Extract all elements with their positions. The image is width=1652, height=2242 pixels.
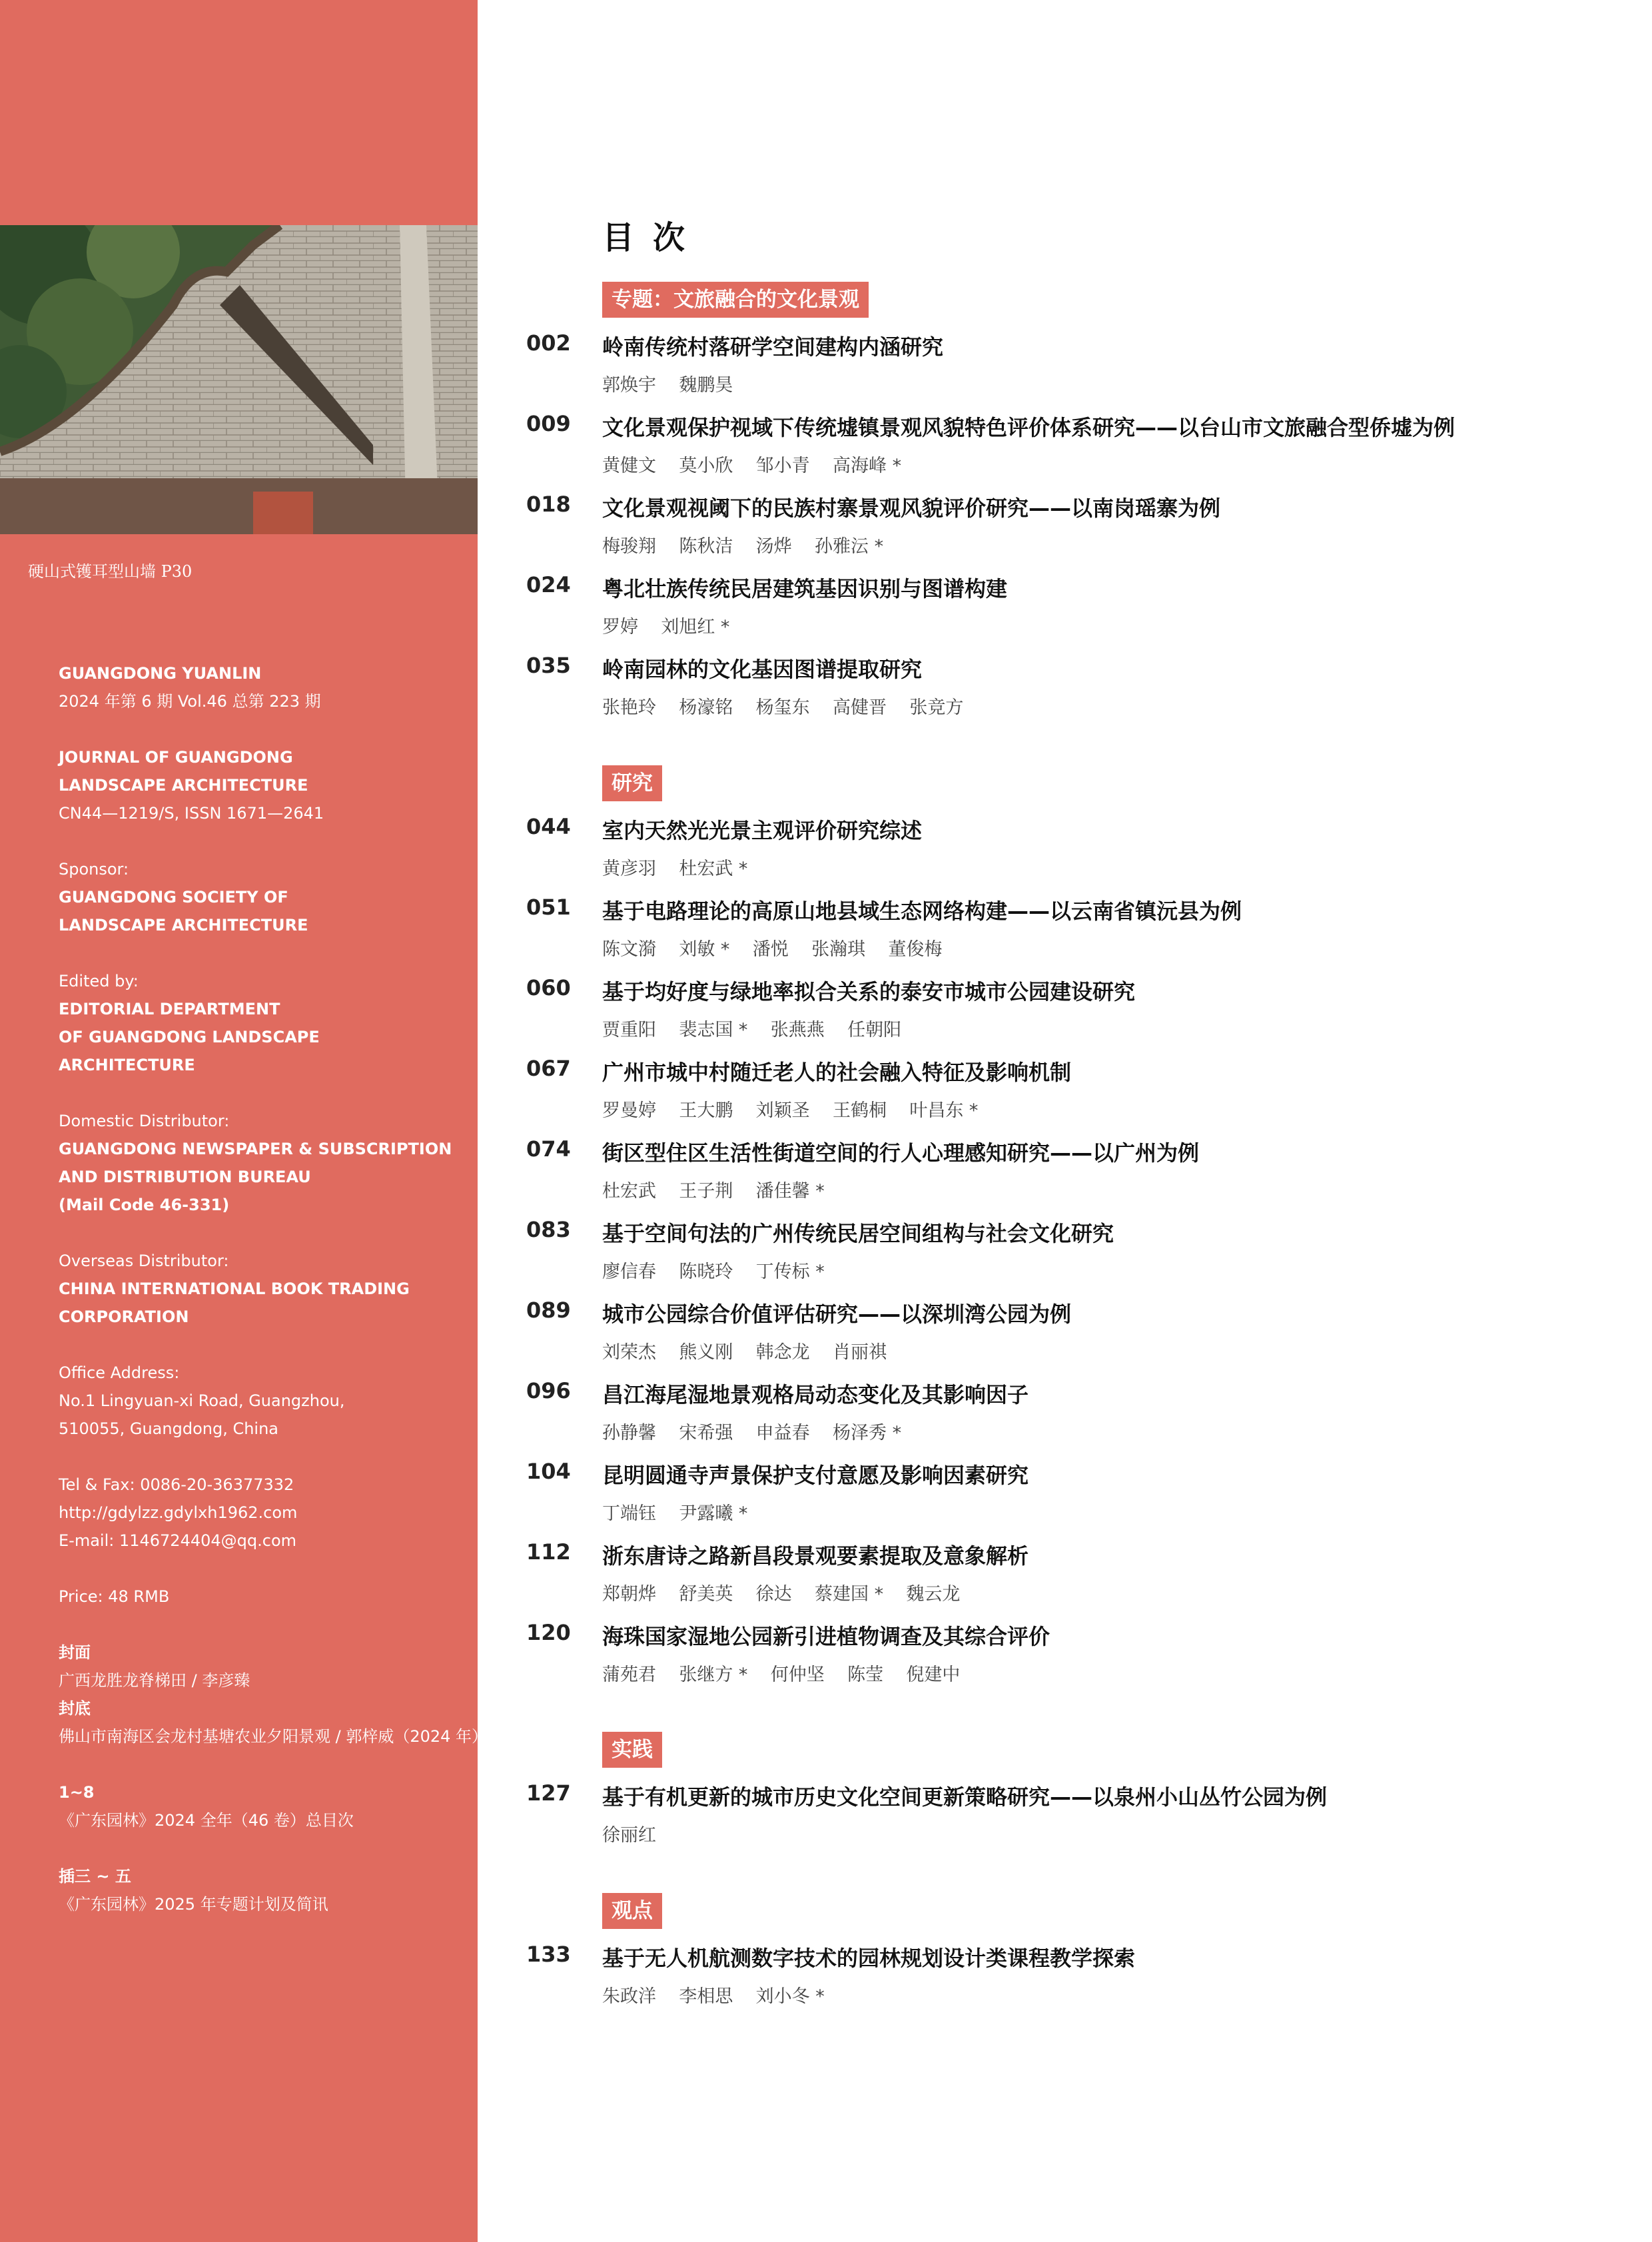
entry-page-number: 035 bbox=[526, 653, 571, 678]
email-link[interactable]: E-mail: 1146724404@qq.com bbox=[59, 1531, 297, 1550]
section-header: 观点 bbox=[602, 1893, 662, 1929]
edited-line-1: EDITORIAL DEPARTMENT bbox=[59, 1000, 280, 1018]
entry-authors: 朱政洋 李相思 刘小冬 * bbox=[602, 1986, 825, 2007]
domestic-label: Domestic Distributor: bbox=[59, 1112, 230, 1130]
entry-authors: 丁端钰 尹露曦 * bbox=[602, 1503, 748, 1524]
entry-title[interactable]: 浙东唐诗之路新昌段景观要素提取及意象解析 bbox=[602, 1543, 1029, 1569]
entry-title[interactable]: 广州市城中村随迁老人的社会融入特征及影响机制 bbox=[602, 1060, 1072, 1085]
cover-text: 广西龙胜龙脊梯田 / 李彦臻 bbox=[59, 1671, 250, 1690]
entry-page-number: 096 bbox=[526, 1378, 571, 1403]
photo-caption: 硬山式镬耳型山墙 P30 bbox=[28, 562, 193, 581]
entry-authors: 廖信春 陈晓玲 丁传标 * bbox=[602, 1262, 825, 1282]
sponsor-line-1: GUANGDONG SOCIETY OF bbox=[59, 888, 288, 907]
edited-line-2: OF GUANGDONG LANDSCAPE bbox=[59, 1028, 320, 1046]
entry-page-number: 009 bbox=[526, 411, 571, 436]
entry-title[interactable]: 室内天然光光景主观评价研究综述 bbox=[602, 818, 923, 843]
entry-page-number: 089 bbox=[526, 1298, 571, 1323]
entry-authors: 陈文漪 刘敏 * 潘悦 张瀚琪 董俊梅 bbox=[602, 939, 943, 960]
entry-authors: 刘荣杰 熊义刚 韩念龙 肖丽祺 bbox=[602, 1342, 887, 1363]
entry-page-number: 104 bbox=[526, 1459, 571, 1484]
entry-title[interactable]: 基于均好度与绿地率拟合关系的泰安市城市公园建设研究 bbox=[602, 979, 1136, 1004]
entry-page-number: 002 bbox=[526, 330, 571, 356]
journal-name: GUANGDONG YUANLIN bbox=[59, 664, 262, 683]
section-header: 研究 bbox=[602, 765, 662, 801]
office-line-1: No.1 Lingyuan-xi Road, Guangzhou, bbox=[59, 1391, 345, 1410]
cn-issn: CN44—1219/S, ISSN 1671—2641 bbox=[59, 804, 324, 823]
toc-title: 目次 bbox=[602, 219, 704, 256]
entry-page-number: 044 bbox=[526, 814, 571, 839]
tel-fax: Tel & Fax: 0086-20-36377332 bbox=[59, 1475, 294, 1494]
entry-title[interactable]: 岭南园林的文化基因图谱提取研究 bbox=[602, 657, 923, 682]
insert-text: 《广东园林》2025 年专题计划及简讯 bbox=[59, 1895, 328, 1914]
entry-authors: 杜宏武 王子荆 潘佳馨 * bbox=[602, 1181, 825, 1202]
back-cover-label: 封底 bbox=[59, 1699, 91, 1718]
website-link[interactable]: http://gdylzz.gdylxh1962.com bbox=[59, 1503, 298, 1522]
entry-page-number: 060 bbox=[526, 975, 571, 1000]
entry-authors: 贾重阳 裴志国 * 张燕燕 任朝阳 bbox=[602, 1020, 902, 1040]
entry-page-number: 120 bbox=[526, 1620, 571, 1645]
entry-page-number: 024 bbox=[526, 572, 571, 597]
sponsor-line-2: LANDSCAPE ARCHITECTURE bbox=[59, 916, 308, 934]
entry-title[interactable]: 岭南传统村落研学空间建构内涵研究 bbox=[602, 334, 944, 360]
entry-page-number: 133 bbox=[526, 1942, 571, 1967]
pages-label: 1~8 bbox=[59, 1783, 95, 1802]
entry-page-number: 127 bbox=[526, 1780, 571, 1806]
entry-page-number: 051 bbox=[526, 895, 571, 920]
entry-authors: 蒲苑君 张继方 * 何仲坚 陈莹 倪建中 bbox=[602, 1665, 961, 1685]
cover-photo-gable-wall bbox=[0, 225, 478, 534]
entry-title[interactable]: 基于有机更新的城市历史文化空间更新策略研究——以泉州小山丛竹公园为例 bbox=[602, 1784, 1328, 1810]
entry-title[interactable]: 基于电路理论的高原山地县域生态网络构建——以云南省镇沅县为例 bbox=[602, 899, 1242, 924]
entry-authors: 梅骏翔 陈秋洁 汤烨 孙雅沄 * bbox=[602, 536, 884, 557]
domestic-line-1: GUANGDONG NEWSPAPER & SUBSCRIPTION bbox=[59, 1140, 452, 1158]
entry-page-number: 074 bbox=[526, 1136, 571, 1162]
entry-authors: 郭焕宇 魏鹏昊 bbox=[602, 375, 733, 396]
sidebar bbox=[0, 0, 488, 2242]
journal-en-line-1: JOURNAL OF GUANGDONG bbox=[59, 748, 293, 767]
office-label: Office Address: bbox=[59, 1363, 180, 1382]
price: Price: 48 RMB bbox=[59, 1587, 170, 1606]
edited-line-3: ARCHITECTURE bbox=[59, 1056, 195, 1074]
entry-title[interactable]: 城市公园综合价值评估研究——以深圳湾公园为例 bbox=[602, 1302, 1072, 1327]
entry-authors: 张艳玲 杨濠铭 杨玺东 高健晋 张竞方 bbox=[602, 697, 964, 718]
journal-en-line-2: LANDSCAPE ARCHITECTURE bbox=[59, 776, 308, 795]
entry-title[interactable]: 基于空间句法的广州传统民居空间组构与社会文化研究 bbox=[602, 1221, 1114, 1246]
edited-label: Edited by: bbox=[59, 972, 139, 990]
entry-title[interactable]: 文化景观视阈下的民族村寨景观风貌评价研究——以南岗瑶寨为例 bbox=[602, 496, 1221, 521]
issue-line: 2024 年第 6 期 Vol.46 总第 223 期 bbox=[59, 692, 321, 711]
overseas-line-1: CHINA INTERNATIONAL BOOK TRADING bbox=[59, 1280, 410, 1298]
gable-wall-illustration bbox=[0, 225, 478, 534]
entry-title[interactable]: 街区型住区生活性街道空间的行人心理感知研究——以广州为例 bbox=[602, 1140, 1200, 1166]
domestic-line-3: (Mail Code 46-331) bbox=[59, 1196, 230, 1214]
overseas-line-2: CORPORATION bbox=[59, 1308, 189, 1326]
entry-title[interactable]: 海珠国家湿地公园新引进植物调查及其综合评价 bbox=[602, 1624, 1050, 1649]
entry-title[interactable]: 昆明圆通寺声景保护支付意愿及影响因素研究 bbox=[602, 1463, 1029, 1488]
entry-title[interactable]: 昌江海尾湿地景观格局动态变化及其影响因子 bbox=[602, 1382, 1029, 1407]
domestic-line-2: AND DISTRIBUTION BUREAU bbox=[59, 1168, 311, 1186]
entry-page-number: 018 bbox=[526, 492, 571, 517]
entry-authors: 孙静馨 宋希强 申益春 杨泽秀 * bbox=[602, 1423, 902, 1443]
entry-title[interactable]: 基于无人机航测数字技术的园林规划设计类课程教学探索 bbox=[602, 1946, 1136, 1971]
entry-authors: 黄健文 莫小欣 邹小青 高海峰 * bbox=[602, 456, 902, 476]
pages-text: 《广东园林》2024 全年（46 卷）总目次 bbox=[59, 1811, 354, 1830]
entry-title[interactable]: 粤北壮族传统民居建筑基因识别与图谱构建 bbox=[602, 576, 1008, 601]
overseas-label: Overseas Distributor: bbox=[59, 1252, 229, 1270]
journal-info bbox=[59, 659, 488, 1918]
insert-label: 插三 ~ 五 bbox=[59, 1867, 131, 1886]
back-cover-text: 佛山市南海区会龙村基塘农业夕阳景观 / 郭梓威（2024 年） bbox=[59, 1727, 488, 1746]
entry-authors: 徐丽红 bbox=[602, 1825, 656, 1846]
entry-page-number: 067 bbox=[526, 1056, 571, 1081]
entry-page-number: 112 bbox=[526, 1539, 571, 1565]
entry-authors: 郑朝烨 舒美英 徐达 蔡建国 * 魏云龙 bbox=[602, 1584, 961, 1605]
entry-authors: 罗曼婷 王大鹏 刘颖圣 王鹤桐 叶昌东 * bbox=[602, 1100, 979, 1121]
entry-authors: 罗婷 刘旭红 * bbox=[602, 617, 730, 637]
entry-page-number: 083 bbox=[526, 1217, 571, 1242]
section-header: 专题：文旅融合的文化景观 bbox=[602, 282, 869, 318]
cover-label: 封面 bbox=[59, 1643, 91, 1662]
section-header: 实践 bbox=[602, 1732, 662, 1768]
sponsor-label: Sponsor: bbox=[59, 860, 129, 879]
office-line-2: 510055, Guangdong, China bbox=[59, 1419, 279, 1438]
entry-authors: 黄彦羽 杜宏武 * bbox=[602, 859, 748, 879]
entry-title[interactable]: 文化景观保护视域下传统墟镇景观风貌特色评价体系研究——以台山市文旅融合型侨墟为例 bbox=[602, 415, 1455, 440]
